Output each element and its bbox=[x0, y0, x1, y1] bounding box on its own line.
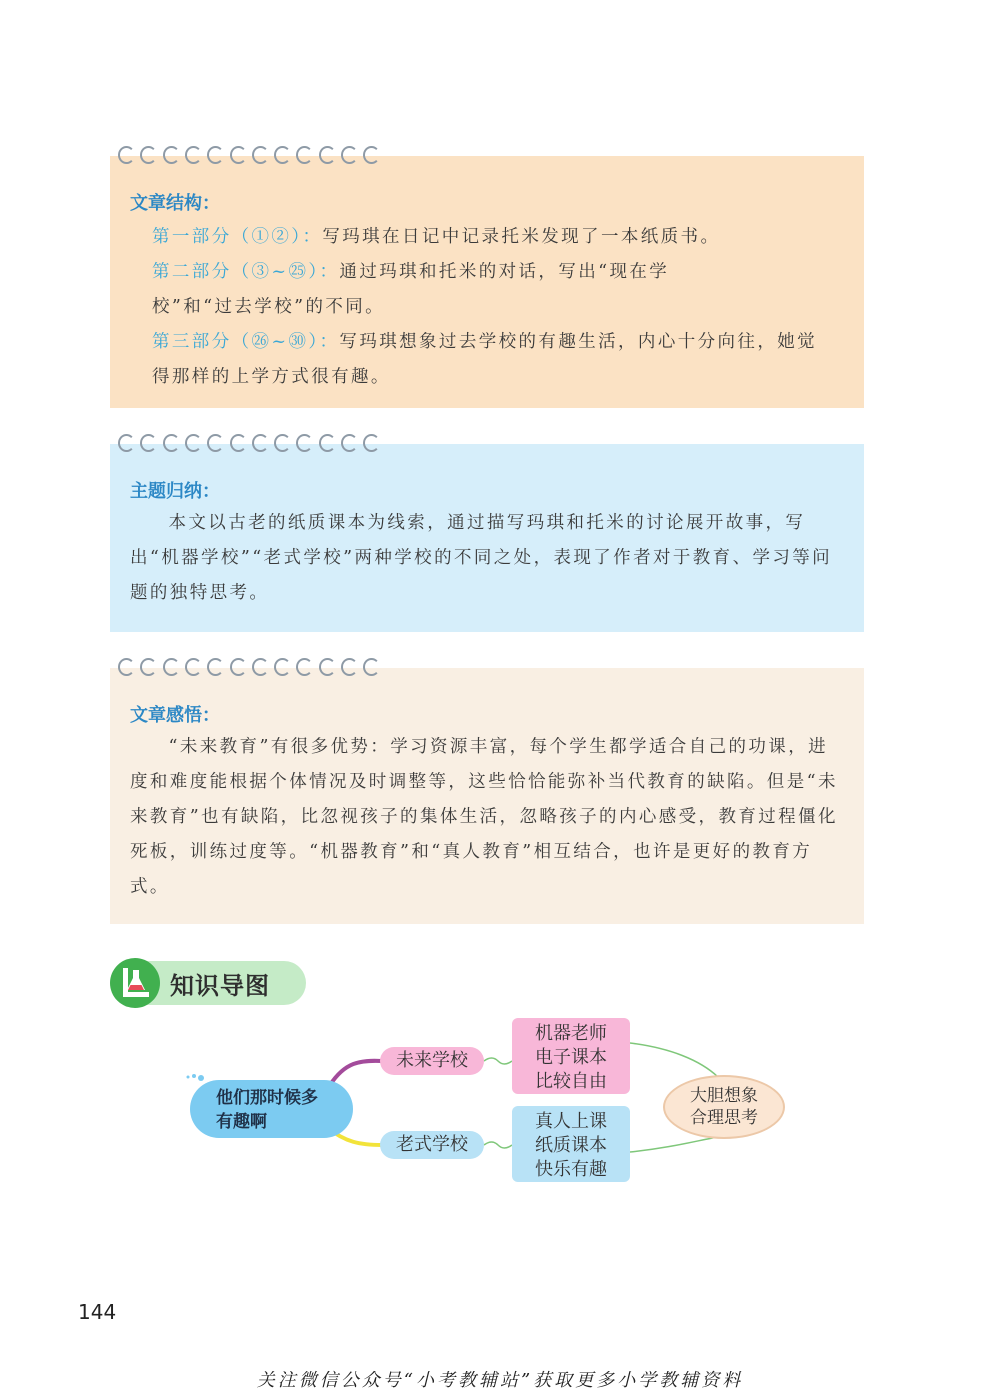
structure-item-1: 第一部分（①②）：写玛琪在日记中记录托米发现了一本纸质书。 bbox=[152, 227, 721, 247]
structure-item-2: 第二部分（③~㉕）：通过玛琪和托米的对话，写出“现在学 bbox=[152, 262, 670, 282]
list-item: 快乐有趣 bbox=[535, 1159, 607, 1180]
insight-heading: 文章感悟： bbox=[130, 705, 220, 726]
connector-center-future bbox=[330, 1061, 382, 1085]
future-school-details bbox=[512, 1018, 630, 1094]
conclusion-node: 大胆想象 合理思考 bbox=[663, 1075, 785, 1139]
list-item: 机器老师 bbox=[535, 1023, 607, 1044]
bubble-dot bbox=[187, 1076, 190, 1079]
list-item: 真人上课 bbox=[535, 1111, 607, 1132]
old-school-details bbox=[512, 1106, 630, 1182]
branch-old-school: 老式学校 bbox=[380, 1131, 484, 1159]
structure-item-3: 第三部分（㉖~㉚）：写玛琪想象过去学校的有趣生活，内心十分向往，她觉 bbox=[152, 332, 818, 352]
connector-old-result bbox=[630, 1137, 718, 1152]
bubble-dot bbox=[192, 1074, 196, 1078]
connector-future-leaf bbox=[484, 1058, 512, 1064]
connector-future-result bbox=[630, 1043, 718, 1077]
list-item: 纸质课本 bbox=[535, 1135, 607, 1156]
structure-heading: 文章结构： bbox=[130, 193, 220, 214]
knowledge-map-title: 知识导图 bbox=[170, 972, 270, 1000]
list-item: 比较自由 bbox=[535, 1071, 607, 1092]
structure-item-3-cont: 得那样的上学方式很有趣。 bbox=[152, 367, 391, 387]
connector-old-leaf bbox=[484, 1142, 512, 1148]
list-item: 电子课本 bbox=[535, 1047, 607, 1068]
page-number: 144 bbox=[78, 1300, 117, 1324]
bubble-dot bbox=[198, 1075, 204, 1081]
branch-future-school: 未来学校 bbox=[380, 1047, 484, 1075]
theme-heading: 主题归纳： bbox=[130, 481, 220, 502]
insight-text: “未来教育”有很多优势：学习资源丰富，每个学生都学适合自己的功课，进度和难度能根据个体情况及时调整等，这些恰恰能弥补当代教育的缺陷。但是“未来教育”也有缺陷，比忽视孩子的集体生活，忽略孩子的内心感受，教育过程僵化死板，训练过度等。“机器教育”和“真人教育”相互结合，也许是更好的教育方式。 bbox=[130, 737, 838, 897]
structure-item-2-cont: 校”和“过去学校”的不同。 bbox=[152, 297, 386, 317]
mind-map-center-node: 他们那时候多 有趣啊 bbox=[190, 1080, 353, 1138]
theme-text: 本文以古老的纸质课本为线索，通过描写玛琪和托米的讨论展开故事，写出“机器学校”“老式学校”两种学校的不同之处，表现了作者对于教育、学习等问题的独特思考。 bbox=[130, 513, 833, 603]
footer-note: 关注微信公众号“小考教辅站”获取更多小学教辅资料 bbox=[256, 1370, 744, 1391]
